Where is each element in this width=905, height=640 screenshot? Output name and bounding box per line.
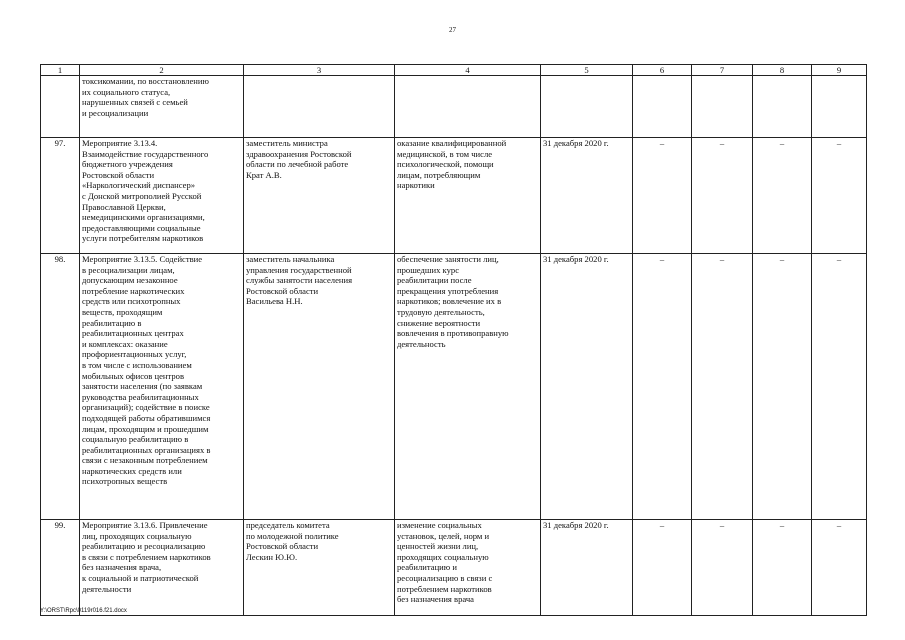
column-header: 9 bbox=[812, 65, 867, 76]
deadline-cell bbox=[541, 76, 633, 138]
row-number bbox=[41, 76, 80, 138]
col6-cell: – bbox=[633, 254, 692, 520]
deadline-cell: 31 декабря 2020 г. bbox=[541, 520, 633, 616]
result-cell: обеспечение занятости лиц, прошедших курс реабилитации после прекращения употребления наркотиков; вовлечение их в трудовую деятельность, снижение вероятности вовлечения в противоправную деятельность bbox=[395, 254, 541, 520]
responsible-cell: заместитель начальника управления государственной службы занятости населения Ростовской области Васильева Н.Н. bbox=[244, 254, 395, 520]
deadline-cell: 31 декабря 2020 г. bbox=[541, 254, 633, 520]
responsible-cell bbox=[244, 76, 395, 138]
column-header: 4 bbox=[395, 65, 541, 76]
col8-cell bbox=[753, 76, 812, 138]
page-number: 27 bbox=[449, 26, 456, 34]
column-header: 6 bbox=[633, 65, 692, 76]
col9-cell: – bbox=[812, 254, 867, 520]
responsible-cell: заместитель министра здравоохранения Ростовской области по лечебной работе Крат А.В. bbox=[244, 138, 395, 254]
column-header: 7 bbox=[692, 65, 753, 76]
activity-cell: Мероприятие 3.13.6. Привлечение лиц, проходящих социальную реабилитацию и ресоциализацию в связи с потреблением наркотиков без назначения врача, к социальной и патриотической деятельности bbox=[80, 520, 244, 616]
col7-cell: – bbox=[692, 138, 753, 254]
col6-cell: – bbox=[633, 138, 692, 254]
activity-cell: токсикомании, по восстановлению их социального статуса, нарушенных связей с семьей и ресоциализации bbox=[80, 76, 244, 138]
result-cell: оказание квалифицированной медицинской, в том числе психологической, помощи лицам, потребляющим наркотики bbox=[395, 138, 541, 254]
col7-cell: – bbox=[692, 254, 753, 520]
program-table bbox=[40, 64, 867, 616]
column-header-row bbox=[41, 65, 867, 76]
result-cell bbox=[395, 76, 541, 138]
column-header: 8 bbox=[753, 65, 812, 76]
col9-cell: – bbox=[812, 138, 867, 254]
column-header: 3 bbox=[244, 65, 395, 76]
responsible-cell: председатель комитета по молодежной политике Ростовской области Лескин Ю.Ю. bbox=[244, 520, 395, 616]
col7-cell: – bbox=[692, 520, 753, 616]
column-header: 5 bbox=[541, 65, 633, 76]
file-path-footer: Y:\ORST\Rpc\0119r016.f21.docx bbox=[40, 608, 127, 614]
col8-cell: – bbox=[753, 520, 812, 616]
col9-cell bbox=[812, 76, 867, 138]
deadline-cell: 31 декабря 2020 г. bbox=[541, 138, 633, 254]
col6-cell: – bbox=[633, 520, 692, 616]
activity-cell: Мероприятие 3.13.4. Взаимодействие государственного бюджетного учреждения Ростовской области «Наркологический диспансер» с Донской митрополией Русской Православной Церкви, немедицинскими организациями, предоставляющими социальные услуги потребителям наркотиков bbox=[80, 138, 244, 254]
col8-cell: – bbox=[753, 254, 812, 520]
col9-cell: – bbox=[812, 520, 867, 616]
activity-cell: Мероприятие 3.13.5. Содействие в ресоциализации лицам, допускающим незаконное потребление наркотических средств или психотропных веществ, проходящим реабилитацию в реабилитационных центрах и комплексах: оказание профориентационных услуг, в том числе с использованием мобильных офисов центров занятости населения (по заявкам руководства реабилитационных организаций); содействие в поиске подходящей работы обратившимся лицам, проходящим и прошедшим социальную реабилитацию в реабилитационных организациях в связи с незаконным потреблением наркотических средств или психотропных веществ bbox=[80, 254, 244, 520]
table-row bbox=[41, 76, 867, 138]
column-header: 1 bbox=[41, 65, 80, 76]
column-header: 2 bbox=[80, 65, 244, 76]
row-number: 98. bbox=[41, 254, 80, 520]
col7-cell bbox=[692, 76, 753, 138]
row-number: 99. bbox=[41, 520, 80, 616]
row-number: 97. bbox=[41, 138, 80, 254]
result-cell: изменение социальных установок, целей, норм и ценностей жизни лиц, проходящих социальную реабилитацию и ресоциализацию в связи с потреблением наркотиков без назначения врача bbox=[395, 520, 541, 616]
col8-cell: – bbox=[753, 138, 812, 254]
table-row bbox=[41, 254, 867, 520]
col6-cell bbox=[633, 76, 692, 138]
table-row bbox=[41, 138, 867, 254]
table-row bbox=[41, 520, 867, 616]
